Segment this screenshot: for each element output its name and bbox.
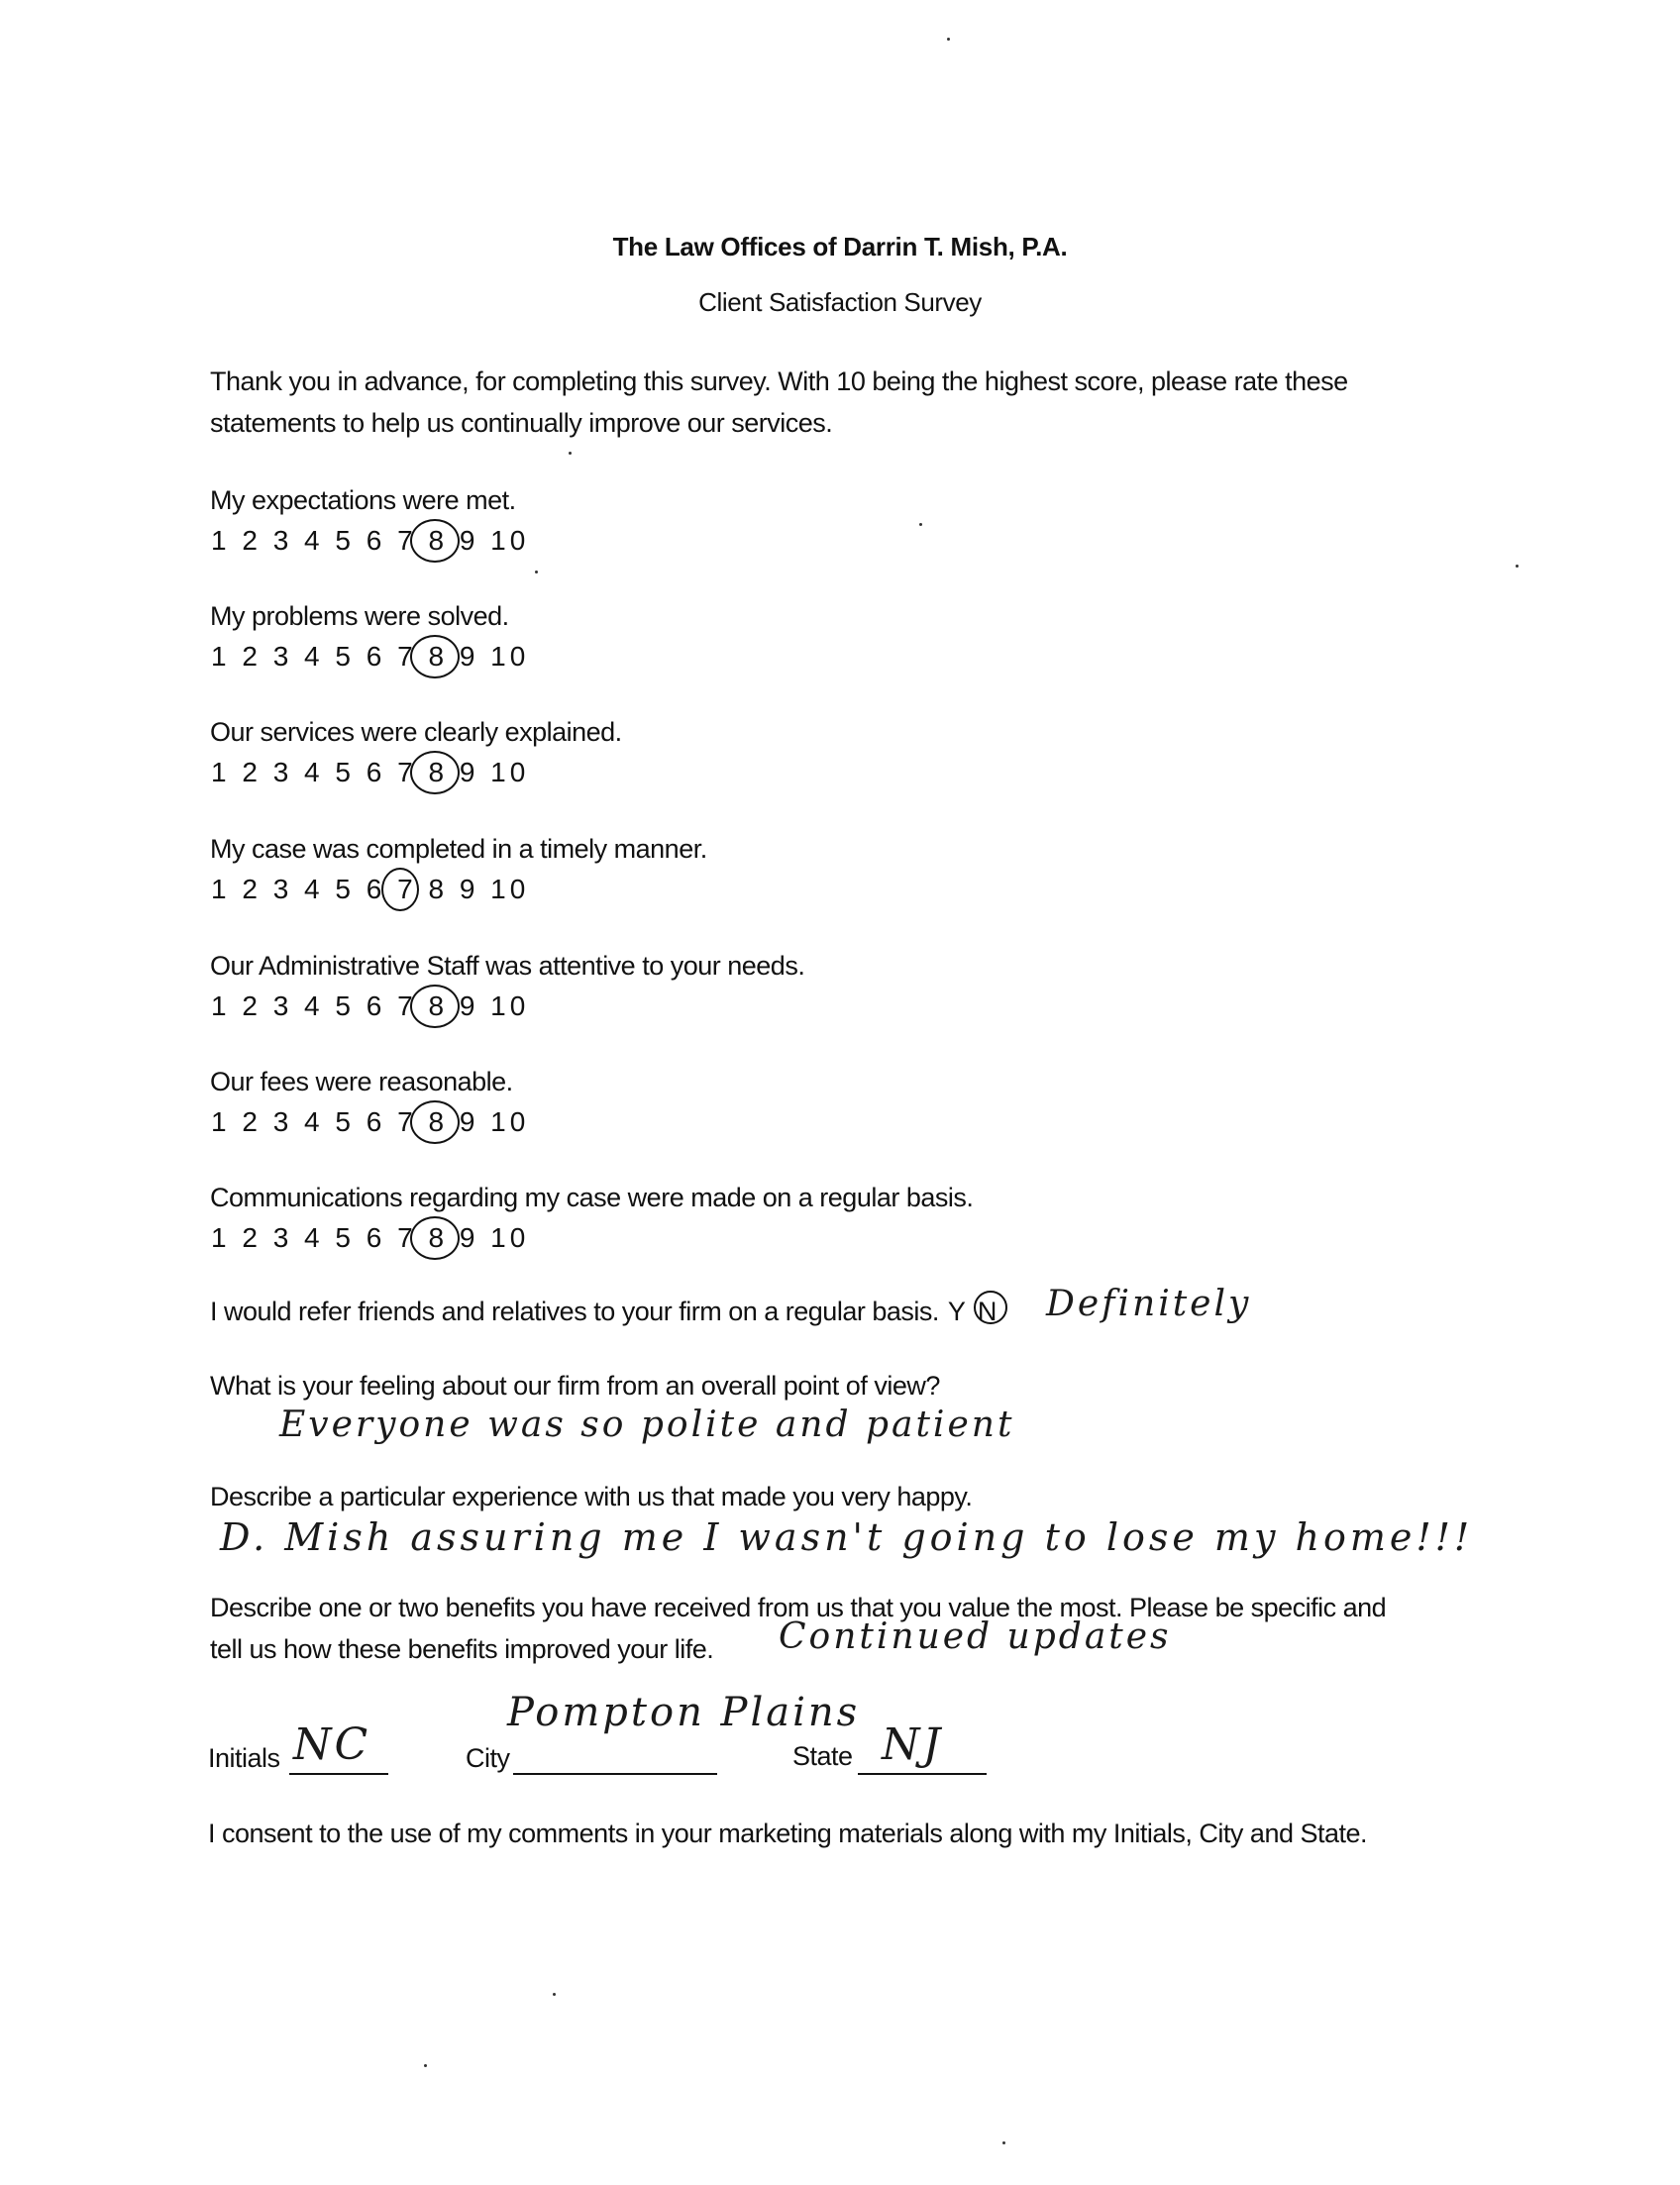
rating-scale[interactable]: 1 2 3 4 5 6 7 8 9 10 — [211, 1222, 530, 1253]
benefits-question-line-1: Describe one or two benefits you have received from us that you value the most. Please be specific and — [210, 1593, 1387, 1622]
city-value[interactable]: Pompton Plains — [507, 1690, 861, 1735]
benefits-question-line-2: tell us how these benefits improved your life. — [210, 1634, 714, 1664]
city-label: City — [466, 1743, 510, 1773]
refer-question — [210, 1297, 997, 1327]
selected-rating-circle — [410, 985, 460, 1028]
experience-question: Describe a particular experience with us that made you very happy. — [210, 1482, 973, 1511]
scan-speck — [569, 452, 572, 455]
scan-speck — [1002, 2141, 1005, 2144]
state-label: State — [792, 1741, 853, 1771]
intro-line-1: Thank you in advance, for completing this survey. With 10 being the highest score, please rate these — [210, 366, 1348, 396]
rating-scale[interactable]: 1 2 3 4 5 6 7 8 9 10 — [211, 757, 530, 787]
selected-rating-circle — [410, 1216, 460, 1260]
rating-scale[interactable]: 1 2 3 4 5 6 7 8 9 10 — [211, 990, 530, 1021]
question-statement: Our services were clearly explained. — [210, 717, 622, 747]
selected-rating-circle — [410, 1100, 460, 1144]
refer-yes-selection-circle — [974, 1291, 1007, 1324]
rating-scale[interactable]: 1 2 3 4 5 6 7 8 9 10 — [211, 525, 530, 556]
scan-speck — [1516, 565, 1519, 568]
selected-rating-circle — [410, 519, 460, 563]
question-statement: My case was completed in a timely manner. — [210, 834, 707, 864]
consent-statement: I consent to the use of my comments in your marketing materials along with my Initials, City and State. — [208, 1819, 1368, 1848]
question-statement: My problems were solved. — [210, 601, 509, 631]
rating-scale[interactable]: 1 2 3 4 5 6 7 8 9 10 — [211, 874, 530, 904]
rating-scale[interactable]: 1 2 3 4 5 6 7 8 9 10 — [211, 1106, 530, 1137]
rating-scale[interactable]: 1 2 3 4 5 6 7 8 9 10 — [211, 641, 530, 672]
scan-speck — [553, 1993, 556, 1996]
firm-title: The Law Offices of Darrin T. Mish, P.A. — [612, 232, 1068, 261]
overall-handwritten-answer: Everyone was so polite and patient — [279, 1405, 1015, 1445]
question-statement: My expectations were met. — [210, 485, 516, 515]
question-statement: Our fees were reasonable. — [210, 1067, 513, 1096]
refer-question-text: I would refer friends and relatives to your firm on a regular basis. — [210, 1297, 939, 1326]
intro-line-2: statements to help us continually improve our services. — [210, 408, 833, 438]
refer-yes-option[interactable]: Y — [947, 1297, 965, 1326]
scan-speck — [919, 523, 922, 526]
initials-label: Initials — [208, 1743, 280, 1773]
selected-rating-circle — [410, 751, 460, 794]
initials-underline — [289, 1773, 388, 1775]
initials-value[interactable]: NC — [293, 1719, 371, 1770]
city-underline — [513, 1773, 717, 1775]
scan-speck — [424, 2064, 427, 2067]
benefits-handwritten-answer: Continued updates — [779, 1616, 1172, 1657]
overall-question: What is your feeling about our firm from an overall point of view? — [210, 1371, 940, 1401]
experience-handwritten-answer: D. Mish assuring me I wasn't going to lose my home!!! — [220, 1515, 1474, 1559]
survey-subtitle: Client Satisfaction Survey — [698, 287, 982, 317]
selected-rating-circle — [410, 635, 460, 678]
selected-rating-circle — [381, 868, 419, 911]
question-statement: Our Administrative Staff was attentive to your needs. — [210, 951, 805, 981]
scan-speck — [947, 38, 950, 41]
refer-handwritten-answer: Definitely — [1046, 1284, 1252, 1324]
state-underline — [858, 1773, 987, 1775]
state-value[interactable]: NJ — [882, 1719, 944, 1770]
question-statement: Communications regarding my case were made on a regular basis. — [210, 1183, 974, 1212]
refer-no-option[interactable]: N — [977, 1297, 997, 1326]
scan-speck — [535, 571, 538, 573]
